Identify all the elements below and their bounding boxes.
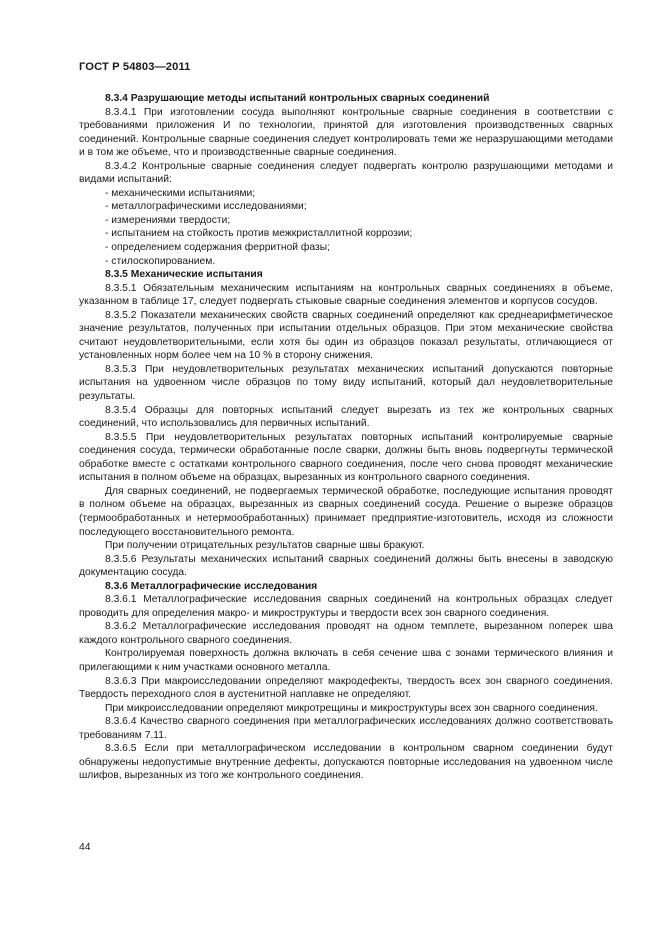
list-item: - испытанием на стойкость против межкристаллитной коррозии; xyxy=(105,228,413,240)
section-heading: 8.3.4 Разрушающие методы испытаний контрольных сварных соединений xyxy=(105,93,490,104)
document-body xyxy=(79,92,613,783)
section-heading: 8.3.5 Механические испытания xyxy=(105,269,263,281)
paragraph: 8.3.5.3 При неудовлетворительных результатах механических испытаний допускаются повторные испытания на удвоенном числе образцов по тому виду испытаний, который дал неудовлетворительные результаты. xyxy=(79,363,613,403)
list-item: - измерениями твердости; xyxy=(105,214,231,226)
paragraph: 8.3.5.6 Результаты механических испытаний сварных соединений должны быть внесены в заводскую документацию сосуда. xyxy=(79,553,613,579)
paragraph: Для сварных соединений, не подвергаемых термической обработке, последующие испытания проводят в полном объеме на образцах, вырезанных из сварных соединений сосуда. Решение о вырезке образцов (термообработанных и нетермообработанных) принимает предприятие-изготовитель, исходя из сложности последующего восстановительного ремонта. xyxy=(79,485,613,538)
section-heading: 8.3.6 Металлографические исследования xyxy=(105,580,318,592)
list-item: - определением содержания ферритной фазы; xyxy=(105,242,330,254)
paragraph: 8.3.4.1 При изготовлении сосуда выполняют контрольные сварные соединения в соответствии с требованиями приложения И по технологии, принятой для изготовления производственных сварных соединений. Контрольные сварные соединения следует контролировать теми же неразрушающими методами и в том же объеме, что и производственные сварные соединения. xyxy=(79,106,613,159)
paragraph: 8.3.6.1 Металлографические исследования сварных соединений на контрольных образцах следует проводить для определения макро- и микроструктуры и твердости всех зон сварного соединения. xyxy=(79,594,613,619)
list-item: - стилоскопированием. xyxy=(105,255,216,267)
paragraph: 8.3.4.2 Контрольные сварные соединения следует подвергать контролю разрушающими методами и видами испытаний: xyxy=(79,160,613,186)
paragraph: 8.3.5.4 Образцы для повторных испытаний следует вырезать из тех же контрольных сварных соединений, что использовались для первичных испытаний. xyxy=(79,404,613,430)
paragraph: 8.3.5.1 Обязательным механическим испытаниям на контрольных сварных соединениях в объеме, указанном в таблице 17, следует подвергать стыковые сварные соединения элементов и корпусов сосудов. xyxy=(79,282,613,308)
list-item: - механическими испытаниями; xyxy=(105,187,256,199)
paragraph: 8.3.6.5 Если при металлографическом исследовании в контрольном сварном соединении будут обнаружены недопустимые внутренние дефекты, допускаются повторные исследования на удвоенном числе шлифов, вырезанных из того же контрольного соединения. xyxy=(79,743,613,782)
paragraph: 8.3.6.4 Качество сварного соединения при металлографических исследованиях должно соответствовать требованиям 7.11. xyxy=(79,716,613,741)
paragraph: 8.3.6.2 Металлографические исследования проводят на одном темплете, вырезанном поперек шва каждого контрольного сварного соединения. xyxy=(79,621,613,646)
paragraph: 8.3.6.3 При макроисследовании определяют макродефекты, твердость всех зон сварного соединения. Твердость переходного слоя в аустенитной наплавке не определяют. xyxy=(79,675,613,701)
document-header: ГОСТ Р 54803—2011 xyxy=(79,61,191,73)
paragraph: При микроисследовании определяют микротрещины и микроструктуры всех зон сварного соединения. xyxy=(105,702,598,714)
list-item: - металлографическими исследованиями; xyxy=(105,201,307,213)
paragraph: Контролируемая поверхность должна включать в себя сечение шва с зонами термического влияния и прилегающими к ним участками основного металла. xyxy=(79,648,613,673)
paragraph: При получении отрицательных результатов сварные швы бракуют. xyxy=(105,540,425,552)
paragraph: 8.3.5.2 Показатели механических свойств сварных соединений определяют как среднеарифметическое значение результатов, полученных при испытании отдельных образцов. При этом механические свойства считают неудовлетворительными, если хотя бы один из образцов показал результаты, отличающиеся от установленных норм более чем на 10 % в сторону снижения. xyxy=(79,309,613,362)
paragraph: 8.3.5.5 При неудовлетворительных результатах повторных испытаний контролируемые сварные соединения сосуда, термически обработанные после сварки, должны быть вновь подвергнуты термической обработке вместе с остатками контрольного сварного соединения, после чего снова проводят механические испытания в полном объеме на образцах, вырезанных из контрольного сварного соединения. xyxy=(79,431,613,484)
page-number: 44 xyxy=(79,842,91,853)
